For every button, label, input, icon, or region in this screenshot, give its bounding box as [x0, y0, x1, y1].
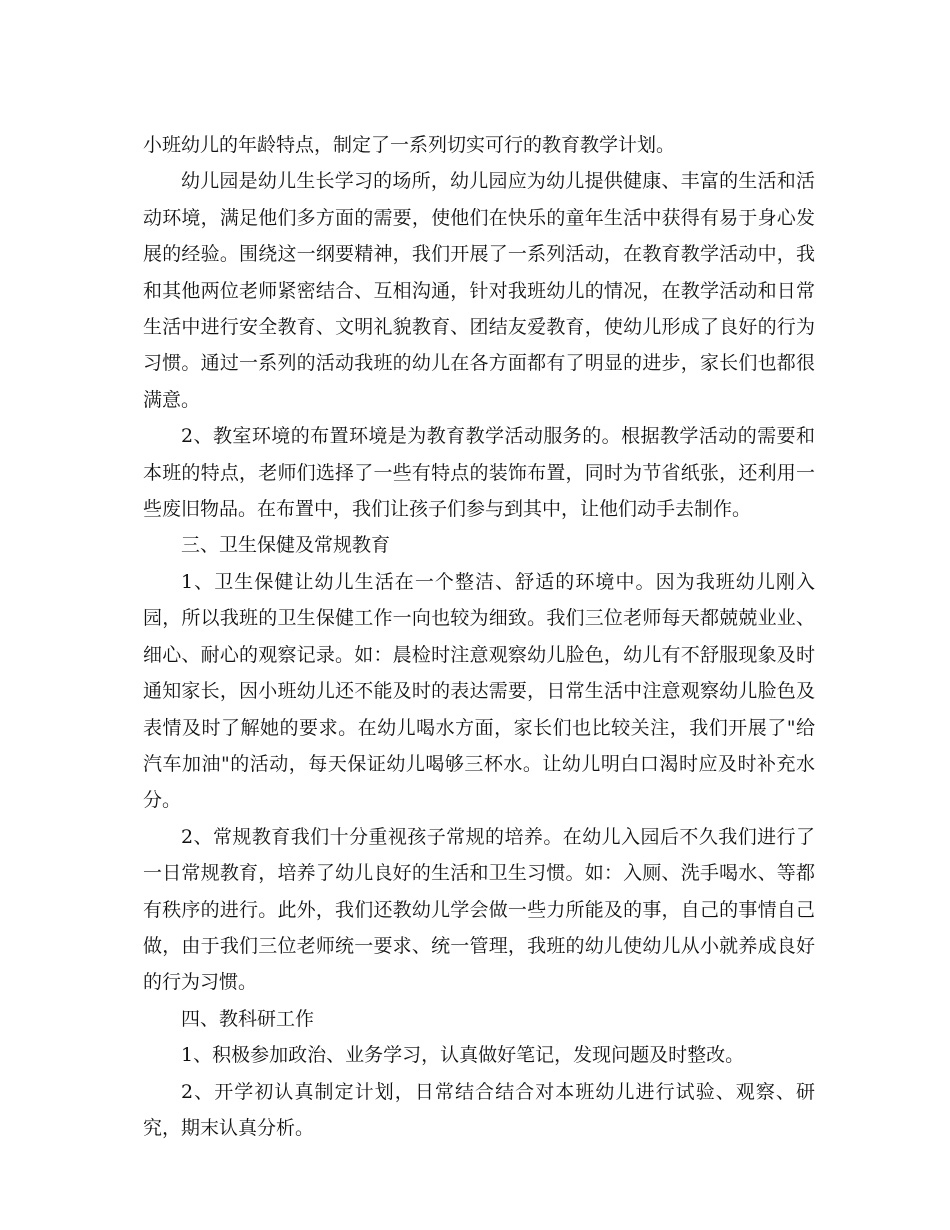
paragraph-5: 1、卫生保健让幼儿生活在一个整洁、舒适的环境中。因为我班幼儿刚入园，所以我班的卫生保健工作一向也较为细致。我们三位老师每天都兢兢业业、细心、耐心的观察记录。如：晨检时注意观察幼儿脸色，幼儿有不舒服现象及时通知家长，因小班幼儿还不能及时的表达需要，日常生活中注意观察幼儿脸色及表情及时了解她的要求。在幼儿喝水方面，家长们也比较关注，我们开展了"给汽车加油"的活动，每天保证幼儿喝够三杯水。让幼儿明白口渴时应及时补充水分。 [143, 570, 815, 812]
document-body [143, 127, 815, 1146]
paragraph-9: 2、开学初认真制定计划，日常结合结合对本班幼儿进行试验、观察、研究，期末认真分析。 [143, 1080, 815, 1139]
paragraph-3: 2、教室环境的布置环境是为教育教学活动服务的。根据教学活动的需要和本班的特点，老师们选择了一些有特点的装饰布置，同时为节省纸张，还利用一些废旧物品。在布置中，我们让孩子们参与到其中，让他们动手去制作。 [143, 425, 815, 521]
section-heading-3: 三、卫生保健及常规教育 [181, 534, 391, 557]
paragraph-8: 1、积极参加政治、业务学习，认真做好笔记，发现问题及时整改。 [181, 1044, 745, 1067]
paragraph-2: 幼儿园是幼儿生长学习的场所，幼儿园应为幼儿提供健康、丰富的生活和活动环境，满足他们多方面的需要，使他们在快乐的童年生活中获得有易于身心发展的经验。围绕这一纲要精神，我们开展了一系列活动，在教育教学活动中，我和其他两位老师紧密结合、互相沟通，针对我班幼儿的情况，在教学活动和日常生活中进行安全教育、文明礼貌教育、团结友爱教育，使幼儿形成了良好的行为习惯。通过一系列的活动我班的幼儿在各方面都有了明显的进步，家长们也都很满意。 [143, 170, 815, 411]
paragraph-1: 小班幼儿的年龄特点，制定了一系列切实可行的教育教学计划。 [143, 134, 676, 156]
section-heading-4: 四、教科研工作 [181, 1007, 315, 1030]
paragraph-6: 2、常规教育我们十分重视孩子常规的培养。在幼儿入园后不久我们进行了一日常规教育，培养了幼儿良好的生活和卫生习惯。如：入厕、洗手喝水、等都有秩序的进行。此外，我们还教幼儿学会做一些力所能及的事，自己的事情自己做，由于我们三位老师统一要求、统一管理，我班的幼儿使幼儿从小就养成良好的行为习惯。 [143, 825, 815, 994]
